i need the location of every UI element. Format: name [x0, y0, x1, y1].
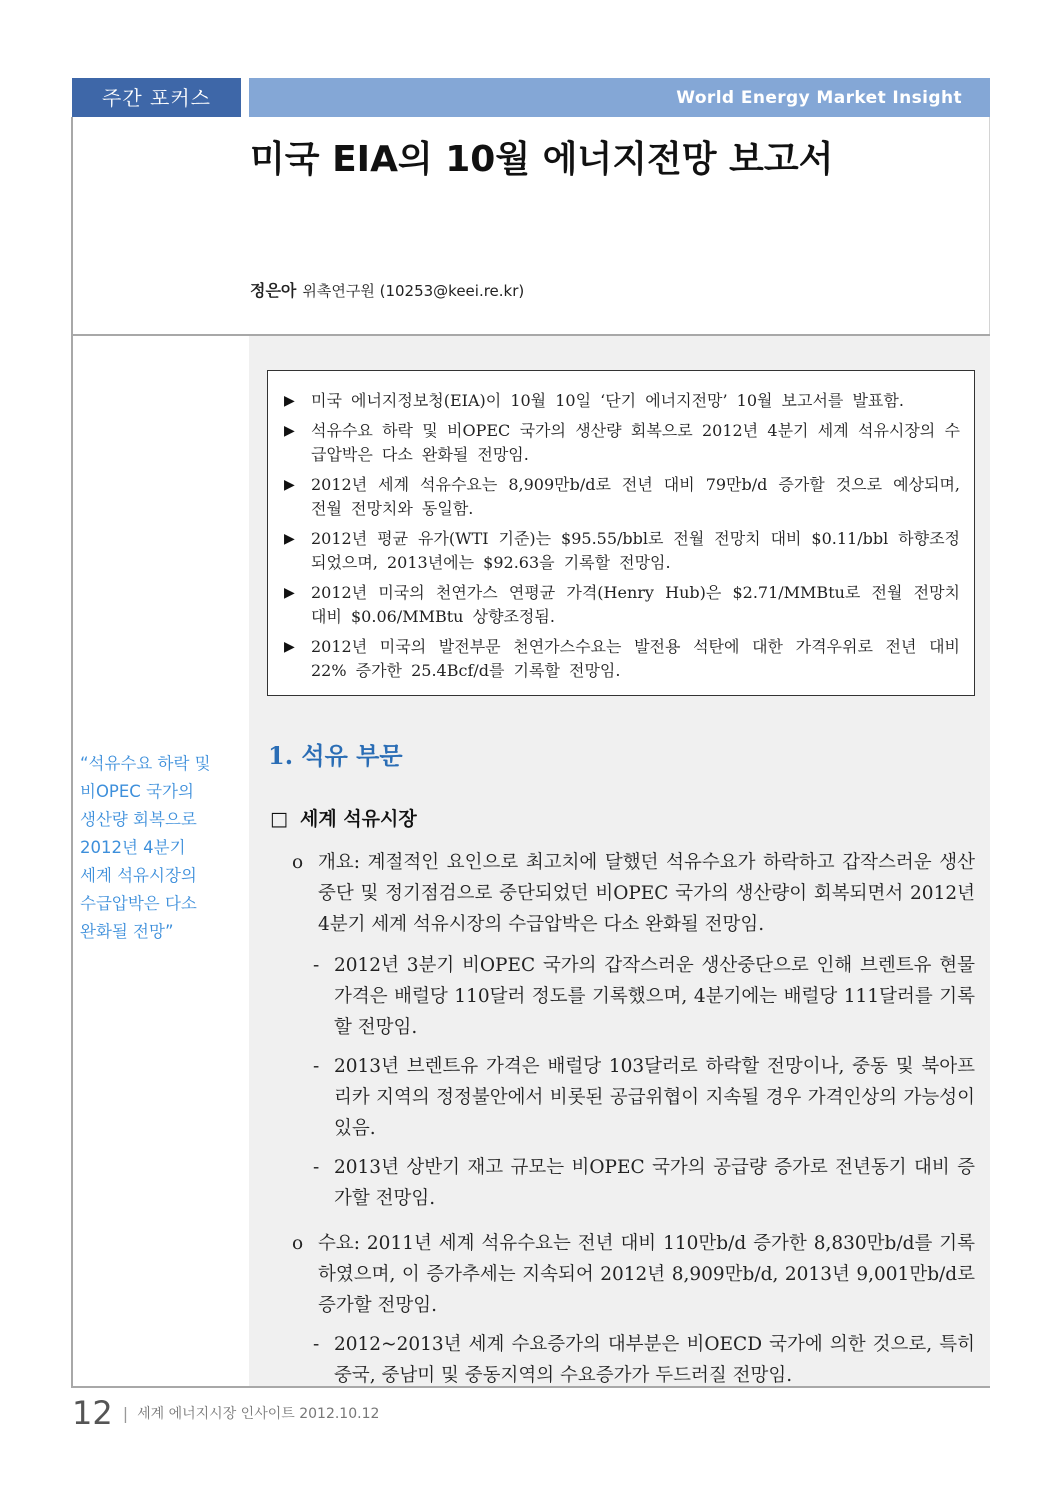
summary-item-text: 2012년 세계 석유수요는 8,909만b/d로 전년 대비 79만b/d 증가할 것으로 예상되며, 전월 전망치와 동일함.: [311, 475, 960, 518]
sub-item-text: 2013년 상반기 재고 규모는 비OPEC 국가의 공급량 증가로 전년동기 대비 증가할 전망임.: [334, 1157, 975, 1209]
footer-separator: |: [122, 1403, 129, 1423]
section-label-tab: 주간 포커스: [72, 78, 241, 117]
summary-item: [284, 389, 960, 413]
summary-item-text: 석유수요 하락 및 비OPEC 국가의 생산량 회복으로 2012년 4분기 세계 석유시장의 수급압박은 다소 완화될 전망임.: [311, 421, 960, 464]
pull-quote-line: “석유수요 하락 및: [80, 754, 211, 773]
summary-box: [267, 370, 975, 696]
author-name: 정은아: [250, 281, 297, 300]
title-divider-rule: [72, 334, 990, 336]
article-body: [267, 370, 975, 1391]
summary-item-text: 미국 에너지정보청(EIA)이 10월 10일 ‘단기 에너지전망’ 10월 보고서를 발표함.: [311, 391, 904, 410]
sub-item-text: 2012년 3분기 비OPEC 국가의 갑작스러운 생산중단으로 인해 브렌트유 현물가격은 배럴당 110달러 정도를 기록했으며, 4분기에는 배럴당 111달러를 기록할 전망임.: [334, 955, 975, 1038]
triangle-bullet-icon: ▶: [284, 477, 295, 493]
triangle-bullet-icon: ▶: [284, 393, 295, 409]
pull-quote-line: 완화될 전망”: [80, 922, 174, 941]
article-title: 미국 EIA의 10월 에너지전망 보고서: [250, 139, 834, 180]
sub-item: [267, 1329, 975, 1391]
dash-bullet-icon: -: [313, 1157, 320, 1178]
summary-item: [284, 527, 960, 575]
paragraph-text: 개요: 계절적인 요인으로 최고치에 달했던 석유수요가 하락하고 갑작스러운 생산중단 및 정기점검으로 중단되었던 비OPEC 국가의 생산량이 회복되면서 2012년 4분기 세계 석유시장의 수급압박은 다소 완화될 전망임.: [318, 852, 975, 935]
pull-quote-line: 2012년 4분기: [80, 838, 186, 857]
subsection-heading: [270, 805, 975, 833]
dash-bullet-icon: -: [313, 1334, 320, 1355]
pull-quote-line: 수급압박은 다소: [80, 894, 197, 913]
page-number: 12: [72, 1394, 113, 1432]
byline: [250, 280, 524, 302]
sub-item: [267, 1152, 975, 1214]
summary-item: [284, 419, 960, 467]
triangle-bullet-icon: ▶: [284, 639, 295, 655]
series-title-bar: World Energy Market Insight: [249, 78, 990, 117]
circle-bullet-icon: o: [292, 1233, 304, 1254]
summary-item: [284, 635, 960, 683]
dash-bullet-icon: -: [313, 1056, 320, 1077]
footer-rule: [72, 1386, 990, 1388]
sub-item-text: 2013년 브렌트유 가격은 배럴당 103달러로 하락할 전망이나, 중동 및 북아프리카 지역의 정정불안에서 비롯된 공급위협이 지속될 경우 가격인상의 가능성이 있음.: [334, 1056, 975, 1139]
summary-item: [284, 581, 960, 629]
subsection-heading-text: 세계 석유시장: [300, 808, 417, 830]
pull-quote-line: 세계 석유시장의: [80, 866, 197, 885]
section-heading: 1. 석유 부문: [268, 741, 403, 770]
summary-item-text: 2012년 평균 유가(WTI 기준)는 $95.55/bbl로 전월 전망치 대비 $0.11/bbl 하향조정되었으며, 2013년에는 $92.63을 기록할 전망임.: [311, 529, 960, 572]
left-margin-rule: [71, 117, 73, 1388]
title-area-right-rule: [989, 117, 990, 334]
circle-bullet-icon: o: [292, 852, 304, 873]
summary-item-text: 2012년 미국의 발전부문 천연가스수요는 발전용 석탄에 대한 가격우위로 전년 대비 22% 증가한 25.4Bcf/d를 기록할 전망임.: [311, 637, 960, 680]
pull-quote-line: 비OPEC 국가의: [80, 782, 194, 801]
square-bullet-icon: □: [270, 808, 288, 830]
publication-info: 세계 에너지시장 인사이트 2012.10.12: [137, 1406, 380, 1422]
page-footer: [72, 1393, 379, 1433]
summary-item-text: 2012년 미국의 천연가스 연평균 가격(Henry Hub)은 $2.71/MMBtu로 전월 전망치 대비 $0.06/MMBtu 상향조정됨.: [311, 583, 960, 626]
sub-item-text: 2012~2013년 세계 수요증가의 대부분은 비OECD 국가에 의한 것으로, 특히 중국, 중남미 및 중동지역의 수요증가가 두드러질 전망임.: [334, 1334, 975, 1386]
sub-item: [267, 950, 975, 1043]
sub-item: [267, 1051, 975, 1144]
paragraph: [267, 847, 975, 940]
summary-item: [284, 473, 960, 521]
triangle-bullet-icon: ▶: [284, 531, 295, 547]
author-info: 위촉연구원 (10253@keei.re.kr): [302, 282, 525, 300]
triangle-bullet-icon: ▶: [284, 423, 295, 439]
pull-quote-line: 생산량 회복으로: [80, 810, 197, 829]
triangle-bullet-icon: ▶: [284, 585, 295, 601]
paragraph-text: 수요: 2011년 세계 석유수요는 전년 대비 110만b/d 증가한 8,830만b/d를 기록하였으며, 이 증가추세는 지속되어 2012년 8,909만b/d, 2013년 9,001만b/d로 증가할 전망임.: [318, 1233, 975, 1316]
paragraph: [267, 1228, 975, 1321]
pull-quote: [80, 750, 240, 946]
dash-bullet-icon: -: [313, 955, 320, 976]
